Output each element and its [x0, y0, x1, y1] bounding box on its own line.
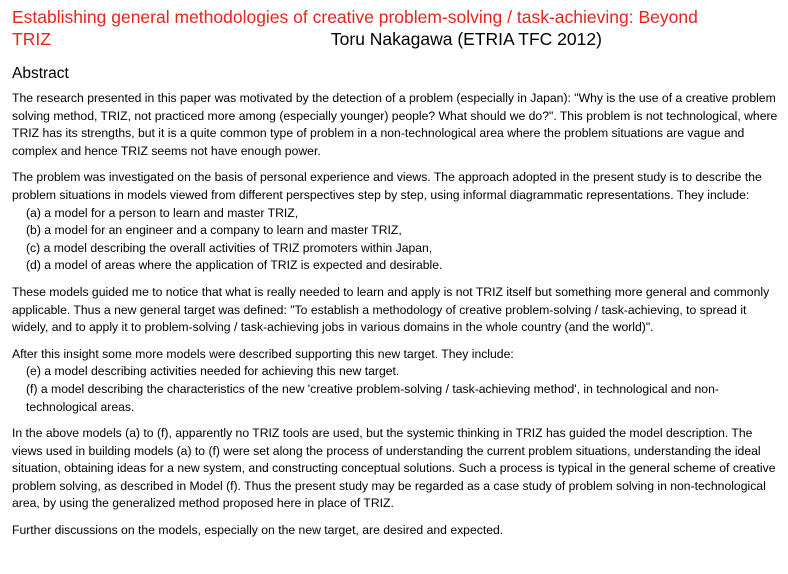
abstract-heading: Abstract	[12, 65, 69, 82]
abstract-paragraph-4	[12, 346, 782, 416]
abstract-paragraph-2	[12, 169, 782, 275]
title-line-1: Establishing general methodologies of creative problem-solving / task-achieving: Beyond	[12, 7, 698, 27]
abstract-paragraph-3: These models guided me to notice that what is really needed to learn and apply is not TRIZ itself but something more general and commonly applicable. Thus a new general target was defined: "To establish a methodology of creative problem-solving / task-achieving, to spread it widely, and to apply it to problem-solving / task-achieving jobs in various domains in the whole country (and the world)".	[12, 284, 770, 335]
list-item-e: (e) a model describing activities needed for achieving this new target.	[26, 364, 400, 379]
paper-title	[12, 6, 782, 50]
list-item-a: (a) a model for a person to learn and master TRIZ,	[26, 205, 299, 220]
abstract-paragraph-1: The research presented in this paper was motivated by the detection of a problem (especially in Japan): "Why is the use of a creative problem solving method, TRIZ, not practiced more among (especially younger) people? What should we do?". This problem is not technological, where TRIZ has its strengths, but it is a quite common type of problem in a non-technological area where the problem situations are vague and complex and hence TRIZ seems not have enough power.	[12, 91, 778, 158]
abstract-paragraph-5: In the above models (a) to (f), apparently no TRIZ tools are used, but the systemic thinking in TRIZ has guided the model description. The views used in building models (a) to (f) were set along the process of understanding the current problem situations, understanding the ideal situation, obtaining ideas for a new system, and constructing conceptual solutions. Such a process is typical in the general scheme of creative problem solving, as described in Model (f). Thus the present study may be regarded as a case study of problem solving in non-technological area, by using the generalized method proposed here in place of TRIZ.	[12, 426, 776, 511]
list-item-b: (b) a model for an engineer and a company to learn and master TRIZ,	[26, 223, 402, 238]
author-line: Toru Nakagawa (ETRIA TFC 2012)	[330, 29, 602, 49]
abstract-paragraph-6: Further discussions on the models, especially on the new target, are desired and expected.	[12, 523, 504, 538]
list-item-c: (c) a model describing the overall activities of TRIZ promoters within Japan,	[26, 240, 433, 255]
list-item-f: (f) a model describing the characteristics of the new 'creative problem-solving / task-achieving method', in technological and non-technological areas.	[26, 381, 719, 414]
paper-page	[12, 6, 782, 549]
list-item-d: (d) a model of areas where the application of TRIZ is expected and desirable.	[26, 258, 443, 273]
paragraph-4-intro: After this insight some more models were described supporting this new target. They include:	[12, 346, 514, 361]
paragraph-2-intro: The problem was investigated on the basis of personal experience and views. The approach adopted in the present study is to describe the problem situations in models viewed from different perspectives step by step, using informal diagrammatic representations. They include:	[12, 170, 762, 202]
title-line-2: TRIZ	[12, 29, 51, 49]
